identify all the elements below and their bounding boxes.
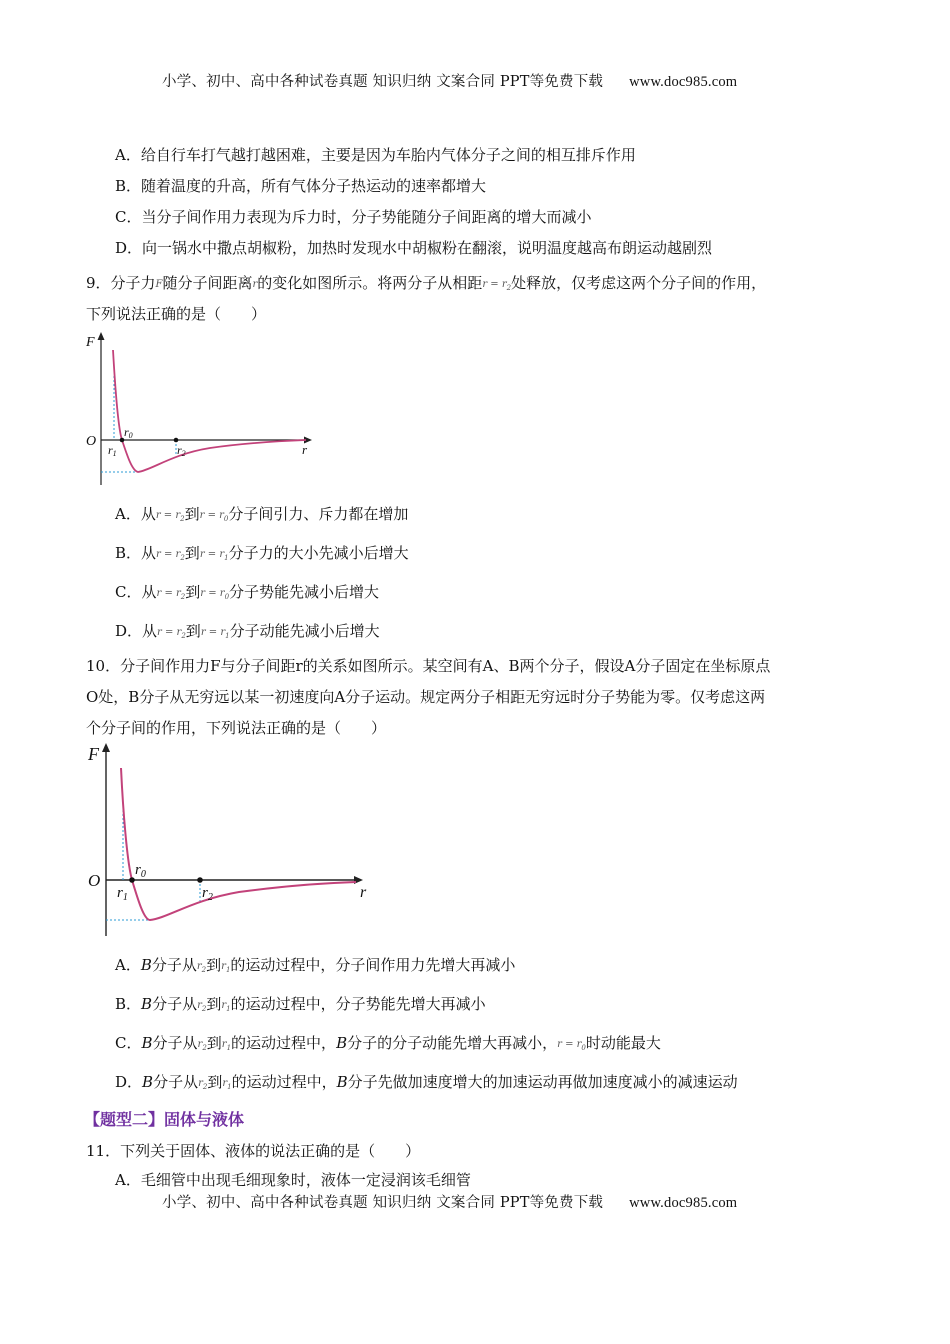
q10-label-o: O [88, 871, 101, 890]
q10-stem-line3: 个分子间的作用，下列说法正确的是（ ） [86, 719, 387, 737]
q9-option-d: D．从$r = r_2$到$r = r_1$分子动能先减小后增大 [115, 622, 380, 640]
q10-label-r: r [360, 884, 367, 901]
q10-option-d: D．B分子从$r_2$到$r_1$的运动过程中，B分子先做加速度增大的加速运动再做加速度减小的减速运动 [115, 1073, 738, 1091]
q9-stem-line1: 9．分子力F随分子间距离r的变化如图所示。将两分子从相距$r = r_2$处释放，仅考虑这两个分子间的作用， [86, 274, 767, 292]
header-url: www.doc985.com [629, 74, 738, 90]
q9-label-r: r [302, 442, 308, 457]
footer-url: www.doc985.com [629, 1195, 738, 1211]
q9-force-graph [80, 330, 330, 490]
footer-text: 小学、初中、高中各种试卷真题 知识归纳 文案合同 PPT等免费下载 [162, 1195, 604, 1211]
q9-label-o: O [86, 434, 97, 449]
q9-r2-point [174, 438, 179, 443]
q9-label-f: F [86, 335, 95, 350]
q10-option-b: B．B分子从$r_2$到$r_1$的运动过程中，分子势能先增大再减小 [115, 995, 486, 1013]
q10-r2-point [197, 877, 203, 883]
prev-option-b: B．随着温度的升高，所有气体分子热运动的速率都增大 [115, 177, 487, 195]
q10-stem-line2: O处，B分子从无穷远以某一初速度向A分子运动。规定两分子相距无穷远时分子势能为零。仅考虑这两 [86, 688, 766, 706]
section-heading: 【题型二】固体与液体 [84, 1110, 245, 1129]
q9-option-a: A．从$r = r_2$到$r = r_0$分子间引力、斥力都在增加 [115, 505, 409, 523]
q9-label-r2: r2 [177, 443, 186, 458]
prev-option-a: A．给自行车打气越打越困难，主要是因为车胎内气体分子之间的相互排斥作用 [115, 146, 636, 164]
header-text: 小学、初中、高中各种试卷真题 知识归纳 文案合同 PPT等免费下载 [162, 74, 604, 90]
page-footer [162, 1191, 737, 1212]
q11-stem: 11．下列关于固体、液体的说法正确的是（ ） [86, 1142, 421, 1160]
q9-force-curve [113, 350, 306, 472]
prev-option-d: D．向一锅水中撒点胡椒粉，加热时发现水中胡椒粉在翻滚，说明温度越高布朗运动越剧烈 [115, 239, 713, 257]
q11-option-a: A．毛细管中出现毛细现象时，液体一定浸润该毛细管 [115, 1171, 471, 1189]
q10-label-r1: $r_1$ [117, 885, 128, 903]
q10-option-c: C．B分子从$r_2$到$r_1$的运动过程中，B分子的分子动能先增大再减小，$r = r_0$时动能最大 [115, 1034, 661, 1052]
q10-r0-point [129, 877, 135, 883]
q10-label-r0: $r_0$ [135, 862, 146, 880]
q10-option-a: A．B分子从$r_2$到$r_1$的运动过程中，分子间作用力先增大再减小 [115, 956, 516, 974]
q9-label-r1: r1 [108, 443, 117, 458]
prev-option-c: C．当分子间作用力表现为斥力时，分子势能随分子间距离的增大而减小 [115, 208, 592, 226]
q10-label-r2: $r_2$ [202, 885, 213, 903]
q10-force-curve [121, 768, 356, 920]
q9-f-axis-arrow [98, 332, 105, 340]
q10-stem-line1: 10．分子间作用力F与分子间距r的关系如图所示。某空间有A、B两个分子，假设A分子固定在坐标原点 [86, 657, 771, 675]
page-header [162, 70, 737, 91]
q9-stem-line2: 下列说法正确的是（ ） [86, 305, 267, 323]
q10-f-axis-arrow [102, 743, 110, 752]
q9-option-c: C．从$r = r_2$到$r = r_0$分子势能先减小后增大 [115, 583, 380, 601]
q10-label-f: F [88, 744, 99, 764]
q9-option-b: B．从$r = r_2$到$r = r_1$分子力的大小先减小后增大 [115, 544, 409, 562]
q9-label-r0: r0 [124, 425, 133, 440]
q10-force-graph [84, 740, 384, 940]
